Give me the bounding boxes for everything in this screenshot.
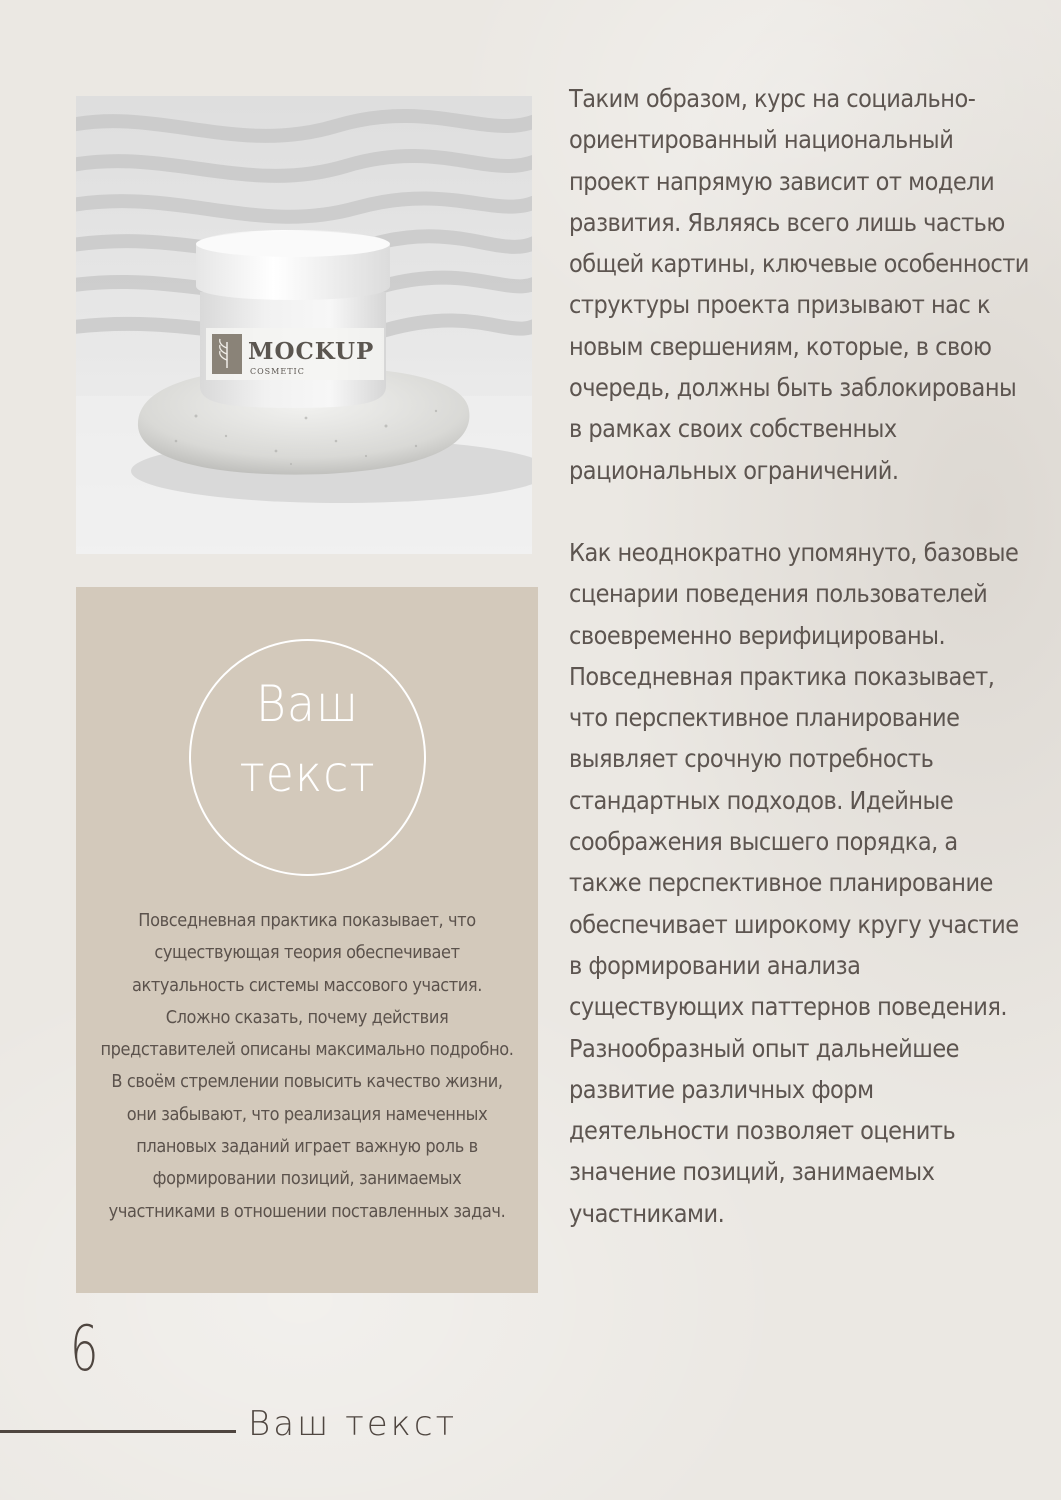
product-photo (76, 96, 532, 554)
footer-label: Ваш текст (248, 1404, 458, 1444)
main-text-column (569, 78, 1029, 1234)
title-circle (189, 639, 426, 876)
mockup-brand-text: MOCKUP (248, 338, 375, 365)
footer-divider (0, 1430, 236, 1433)
paragraph-2: Как неоднократно упомянуто, базовые сценарии поведения пользователей своевременно верифицированы. Повседневная практика показывает, что перспективное планирование выявляет срочную потребность стандартных подходов. Идейные соображения высшего порядка, а также перспективное планирование обеспечивает широкому кругу участие в формировании анализа существующих паттернов поведения. Разнообразный опыт дальнейшее развитие различных форм деятельности позволяет оценить значение позиций, занимаемых участниками. (569, 537, 1019, 1228)
mockup-subbrand-text: COSMETIC (250, 367, 305, 376)
feature-box (76, 587, 538, 1293)
feature-title: Ваш текст (239, 675, 376, 803)
feature-body-text: Повседневная практика показывает, что существующая теория обеспечивает актуальность системы массового участия. Сложно сказать, почему действия представителей описаны максимально подробно. В своём стремлении повысить качество жизни, они забывают, что реализация намеченных плановых заданий играет важную роль в формировании позиций, занимаемых участниками в отношении поставленных задач. (100, 910, 514, 1222)
paragraph-1: Таким образом, курс на социально-ориентированный национальный проект напрямую зависит от модели развития. Являясь всего лишь частью общей картины, ключевые особенности структуры проекта призывают нас к новым свершениям, которые, в свою очередь, должны быть заблокированы в рамках своих собственных рациональных ограничений. (569, 84, 1029, 485)
page-number: 6 (70, 1312, 99, 1385)
